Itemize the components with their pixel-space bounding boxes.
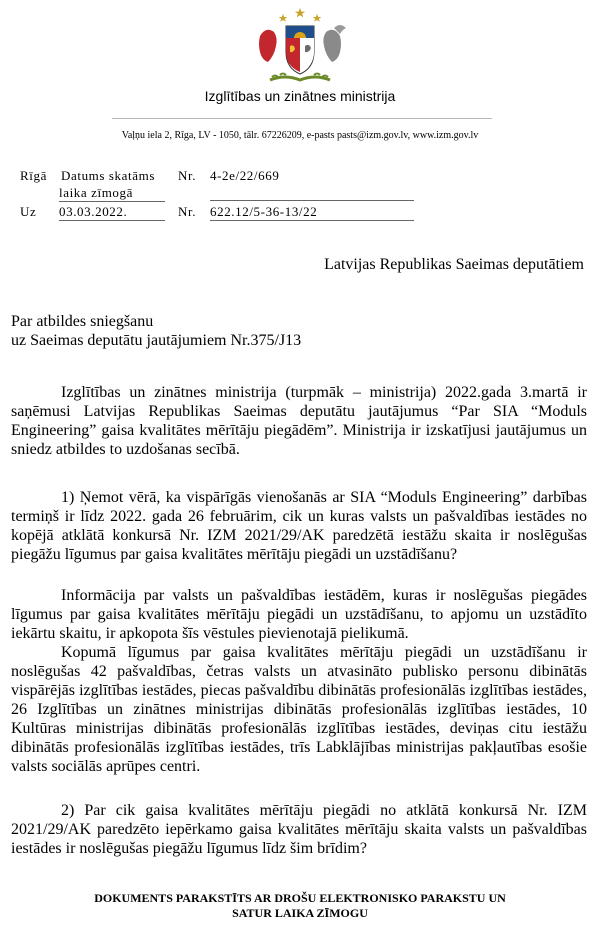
reference-date: 03.03.2022. xyxy=(59,204,165,221)
intro-paragraph: Izglītības un zinātnes ministrija (turpmāk – ministrija) 2022.gada 3.martā ir saņēmusi Latvijas Republikas Saeimas deputātu jautājumus “Par SIA “Moduls Engineering” gaisa kvalitātes mērītāju piegādēm”. Ministrija ir izskatījusi jautājumus un sniedz atbildes to uzdošanas secībā. xyxy=(11,384,587,458)
header-divider xyxy=(112,118,492,119)
ministry-address: Vaļņu iela 2, Rīga, LV - 1050, tālr. 67226209, e-pasts pasts@izm.gov.lv, www.izm.gov.lv xyxy=(121,130,479,141)
addressee: Latvijas Republikas Saeimas deputātiem xyxy=(324,256,584,273)
question-2: 2) Par cik gaisa kvalitātes mērītāju piegādi no atklātā konkursā Nr. IZM 2021/29/AK paredzēto iepērkamo gaisa kvalitātes mērītāju skaita valsts un pašvaldības iestādes ir noslēgušas piegāžu līgumus līdz šim brīdim? xyxy=(11,802,587,857)
nr-label-2: Nr. xyxy=(178,204,197,219)
date-label-line1: Datums skatāms xyxy=(61,168,155,183)
place-label: Rīgā xyxy=(20,168,47,183)
ministry-name: Izglītības un zinātnes ministrija xyxy=(204,88,396,104)
uz-label: Uz xyxy=(20,204,37,219)
latvian-coat-of-arms-icon xyxy=(250,6,350,86)
nr-label-1: Nr. xyxy=(178,168,197,183)
reference-number: 622.12/5-36-13/22 xyxy=(210,204,414,221)
signature-notice-line-2: SATUR LAIKA ZĪMOGU xyxy=(232,906,368,920)
answer-1-details: Kopumā līgumus par gaisa kvalitātes mērītāju piegādi un uzstādīšanu ir noslēgušas 42 pašvaldības, četras valsts un atvasināto publisko personu dibinātās vispārējās izglītības iestādes, piecas pašvaldību dibinātās profesionālās izglītības iestādes, 26 Izglītības un zinātnes ministrijas dibinātās profesionālās izglītības iestādes, 10 Kultūras ministrijas dibinātās profesionālās izglītības iestādes, deviņas citu iestāžu dibinātās profesionālās izglītības iestādes, trīs Labklājības ministrijas pakļautības esošie valsts sociālās aprūpes centri. xyxy=(11,644,587,775)
signature-notice xyxy=(0,891,600,921)
question-1: 1) Ņemot vērā, ka vispārīgās vienošanās ar SIA “Moduls Engineering” darbības termiņš ir līdz 2022. gada 26 februārim, cik un kuras valsts un pašvaldības iestādes no kopējā atklātā konkursā Nr. IZM 2021/29/AK paredzētā iestāžu skaita ir noslēgušas piegāžu līgumus par gaisa kvalitātes mērītāju piegādi un uzstādīšanu? xyxy=(11,489,587,563)
date-label-line2: laika zīmogā xyxy=(59,185,165,202)
subject-line-2: uz Saeimas deputātu jautājumiem Nr.375/J13 xyxy=(11,332,302,349)
subject-line-1: Par atbildes sniegšanu xyxy=(11,313,154,330)
document-number: 4-2e/22/669 xyxy=(210,168,414,201)
subject xyxy=(11,312,301,350)
answer-1: Informācija par valsts un pašvaldības iestādēm, kuras ir noslēgušas piegādes līgumus par gaisa kvalitātes mērītāju piegādi un uzstādīšanu, to apjomu un uzstādīto iekārtu skaitu, ir apkopota šīs vēstules pievienotajā pielikumā. xyxy=(11,587,587,642)
signature-notice-line-1: DOKUMENTS PARAKSTĪTS AR DROŠU ELEKTRONISKO PARAKSTU UN xyxy=(94,891,506,905)
